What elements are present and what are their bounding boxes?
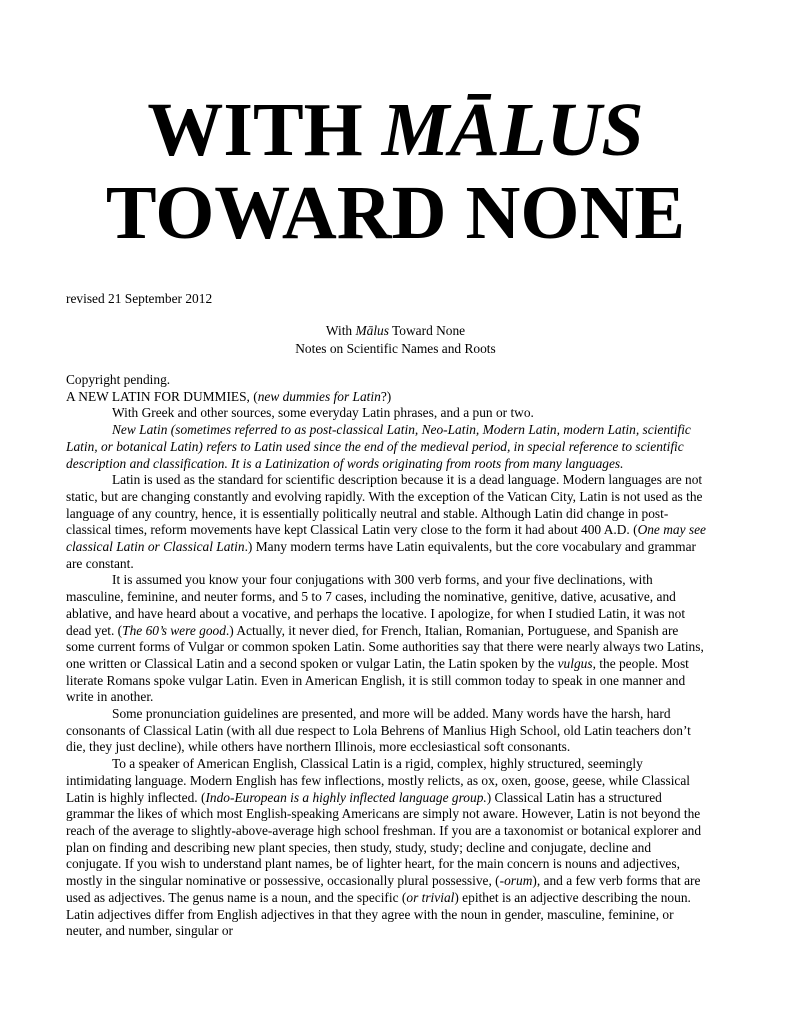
title-line-1	[0, 85, 791, 175]
paragraph-3-italic: One may see classical Latin or Classical Latin	[66, 522, 706, 555]
paragraph-6-text-e: ), and a few verb forms that are used as adjectives. The genus name is a noun, and the specific (	[66, 873, 701, 905]
paragraph-6	[66, 756, 706, 940]
paragraph-3-text-c: .) Many modern terms have Latin equivalents, but the core vocabulary and grammar are constant.	[66, 539, 696, 571]
title-prefix: WITH	[147, 88, 382, 172]
revision-date: revised 21 September 2012	[66, 291, 213, 306]
paragraph-4-text-a: It is assumed you know your four conjugations with 300 verb forms, and your five declinations, with masculine, feminine, and neuter forms, and 5 to 7 cases, including the nominative, genitive, dative, acusative, and ablative, and have heard about a vocative, and perhaps the locative. I apologize, for when I studied Latin, it was not dead yet. (	[66, 572, 686, 638]
title-line-2: TOWARD NONE	[105, 171, 686, 255]
paragraph-6-italic-f: or trivial	[406, 889, 455, 905]
section-heading	[66, 389, 706, 406]
heading-text: A NEW LATIN FOR DUMMIES, (	[66, 388, 258, 404]
paragraph-6-text-a: To a speaker of American English, Classical Latin is a rigid, complex, highly structured, seemingly intimidating language. Modern English has few inflections, mostly relicts, as ox, oxen, goose, geese, while Classical Latin is highly inflected. (	[66, 756, 691, 805]
paragraph-2: New Latin (sometimes referred to as post-classical Latin, Neo-Latin, Modern Latin, modern Latin, scientific Latin, or botanical Latin) refers to Latin used since the end of the medieval period, in special reference to scientific description and classification. It is a Latinization of words originating from roots from many languages.	[66, 422, 691, 471]
paragraph-3-text-a: Latin is used as the standard for scientific description because it is a dead language. Modern languages are not static, but are changing constantly and evolving rapidly. With the exception of the Vatican City, Latin is not used as the language of any country, hence, it is essentially politically neutral and stable. Although Latin did change in post-classical times, reform movements have kept Classical Latin very close to the form it had about 400 A.D. (	[66, 472, 703, 538]
subtitle-line-2: Notes on Scientific Names and Roots	[295, 341, 496, 356]
title-malus: MĀLUS	[381, 88, 644, 172]
paragraph-4-italic-b: The 60’s were good	[122, 622, 226, 638]
paragraph-4-italic-d: vulgus	[557, 655, 593, 671]
paragraph-6-text-c: ) Classical Latin has a structured grammar the likes of which most English-speaking Americans are simply not aware. However, Latin is not beyond the reach of the average to slightly-above-average high school freshman. If you are a taxonomist or botanical explorer and plan on finding and describing new plant species, then study, study, study; decline and conjugate, decline and conjugate. If you wish to understand plant names, be of lighter heart, for the main concern is nouns and adjectives, mostly in the singular nominative or possessive, occasionally plural possessive, (	[66, 789, 702, 889]
heading-suffix: ?)	[380, 388, 392, 404]
subtitle-line-1	[0, 322, 791, 339]
paragraph-3	[66, 472, 706, 572]
paragraph-5: Some pronunciation guidelines are presented, and more will be added. Many words have the harsh, hard consonants of Classical Latin (with all due respect to Lola Behrens of Manlius High School, old Latin teachers don’t die, they just decline), while others have northern Illinois, more ecclesiastical soft consonants.	[66, 706, 691, 755]
paragraph-4-text-e: , the people. Most literate Romans spoke vulgar Latin. Even in American English, it is still common today to speak in one manner and write in another.	[66, 655, 689, 705]
subtitle-malus: Mālus	[355, 323, 389, 338]
copyright-notice: Copyright pending.	[66, 372, 171, 387]
paragraph-6-italic-b: Indo-European is a highly inflected language group.	[205, 789, 487, 805]
paragraph-4-text-c: .) Actually, it never died, for French, Italian, Romanian, Portuguese, and Spanish are some current forms of Vulgar or common spoken Latin. Some authorities say that there were nearly always two Latins, one written or Classical Latin and a second spoken or vulgar Latin, the Latin spoken by the	[66, 622, 704, 671]
paragraph-4	[66, 572, 706, 706]
body-text	[66, 372, 706, 940]
paragraph-6-text-g: ) epithet is an adjective describing the noun. Latin adjectives differ from English adjectives in that they agree with the noun in gender, masculine, feminine, or neuter, and number, singular or	[66, 889, 691, 939]
paragraph-1: With Greek and other sources, some everyday Latin phrases, and a pun or two.	[112, 405, 534, 421]
heading-italic: new dummies for Latin	[257, 388, 381, 404]
paragraph-6-italic-d: -orum	[499, 873, 533, 889]
subtitle-prefix: With	[325, 323, 356, 338]
subtitle-suffix: Toward None	[388, 323, 466, 338]
